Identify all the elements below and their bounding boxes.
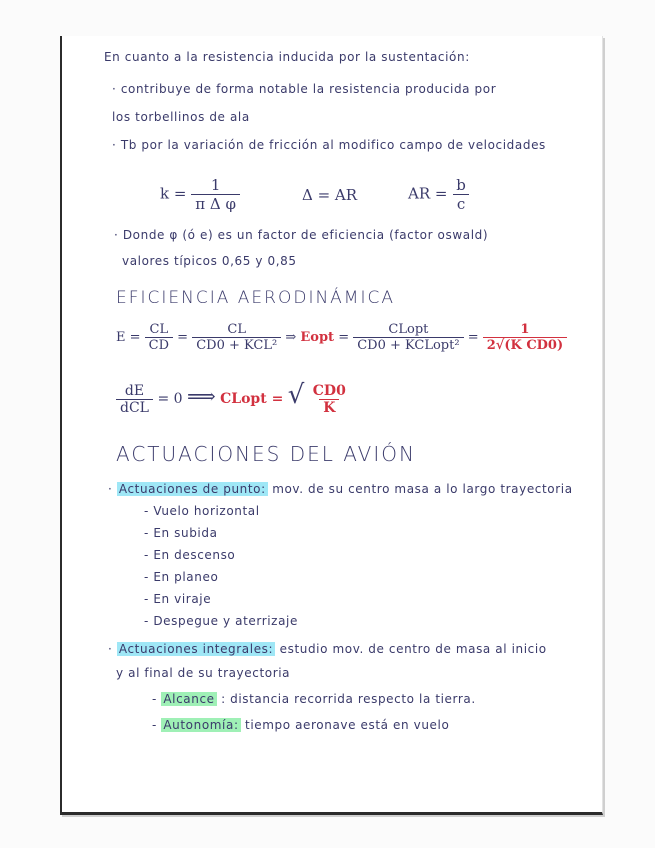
ar-denominator: c [453, 194, 469, 213]
text-line: · contribuye de forma notable la resistencia producida por [112, 82, 497, 96]
list-item: - Despegue y aterrizaje [144, 614, 298, 628]
integral-line [108, 642, 547, 656]
alcance-label: Alcance [163, 692, 215, 706]
list-item: - En descenso [144, 548, 236, 562]
derivative-formula [116, 380, 350, 416]
autonomia-label: Autonomía: [163, 718, 239, 732]
text-line: · Tb por la variación de fricción al modifico campo de velocidades [112, 138, 546, 152]
k-fraction [191, 176, 240, 213]
ar-lhs: AR = [408, 184, 448, 203]
k-lhs: k = [160, 184, 187, 203]
equals-sign: = [338, 330, 350, 345]
implies-arrow: ⇒ [285, 330, 297, 345]
derivative-fraction [116, 383, 153, 416]
eopt-frac-den: CD0 + KCLopt² [353, 337, 463, 353]
e-frac2-num: CL [227, 322, 246, 337]
text-line: valores típicos 0,65 y 0,85 [122, 254, 297, 268]
e-frac1-num: CL [149, 322, 169, 337]
text-line: · Donde φ (ó e) es un factor de eficiencia (factor oswald) [114, 228, 489, 242]
e-fraction-2 [192, 322, 281, 353]
sqrt-fraction [309, 383, 350, 416]
bullet: · [108, 482, 113, 496]
bullet: · [108, 642, 113, 656]
k-denominator: π Δ φ [191, 194, 240, 213]
autonomia-line [152, 718, 449, 732]
e-fraction-1 [145, 322, 173, 353]
section-heading-performance: ACTUACIONES DEL AVIÓN [116, 442, 416, 466]
equals-sign: = [467, 330, 479, 345]
efficiency-formula [116, 322, 567, 353]
list-item: - Vuelo horizontal [144, 504, 260, 518]
delta-formula: Δ = AR [302, 186, 358, 204]
notebook-page [60, 36, 603, 815]
long-arrow: ⟹ [186, 384, 216, 408]
text-line: En cuanto a la resistencia inducida por la sustentación: [104, 50, 470, 64]
sqrt-num: CD0 [312, 382, 346, 399]
derivative-num: dE [124, 382, 145, 399]
eopt-result-fraction [483, 322, 567, 353]
derivative-den: dCL [116, 399, 153, 416]
punto-line [108, 482, 573, 496]
text-line: los torbellinos de ala [112, 110, 250, 124]
k-numerator: 1 [210, 176, 221, 194]
dash: - [152, 692, 157, 706]
punto-text: mov. de su centro masa a lo largo trayectoria [272, 482, 573, 496]
list-item: - En viraje [144, 592, 212, 606]
eopt-result-den: 2√(K CD0) [483, 337, 567, 353]
alcance-text: : distancia recorrida respecto la tierra. [221, 692, 476, 706]
eopt-label: Eopt [300, 330, 335, 345]
autonomia-text: tiempo aeronave está en vuelo [245, 718, 450, 732]
integral-label: Actuaciones integrales: [118, 642, 274, 656]
sqrt-den: K [319, 399, 339, 416]
eopt-result-num: 1 [520, 322, 530, 337]
eopt-frac-num: CLopt [388, 322, 429, 337]
text-line: y al final de su trayectoria [116, 666, 291, 680]
list-item: - En subida [144, 526, 218, 540]
ar-numerator: b [456, 176, 466, 194]
dash: - [152, 718, 157, 732]
equals-zero: = 0 [157, 391, 183, 407]
eopt-fraction [353, 322, 463, 353]
alcance-line [152, 692, 476, 706]
sqrt-sign: √ [287, 380, 305, 410]
punto-label: Actuaciones de punto: [118, 482, 266, 496]
equals-sign: = [177, 330, 189, 345]
ar-fraction [452, 176, 470, 213]
ar-formula [408, 176, 470, 213]
e-frac1-den: CD [145, 337, 173, 353]
e-frac2-den: CD0 + KCL² [192, 337, 281, 353]
list-item: - En planeo [144, 570, 219, 584]
section-heading-efficiency: EFICIENCIA AERODINÁMICA [116, 288, 395, 308]
integral-text: estudio mov. de centro de masa al inicio [279, 642, 547, 656]
k-formula [160, 176, 240, 213]
e-lhs: E = [116, 330, 141, 345]
clopt-label: CLopt = [220, 391, 284, 407]
